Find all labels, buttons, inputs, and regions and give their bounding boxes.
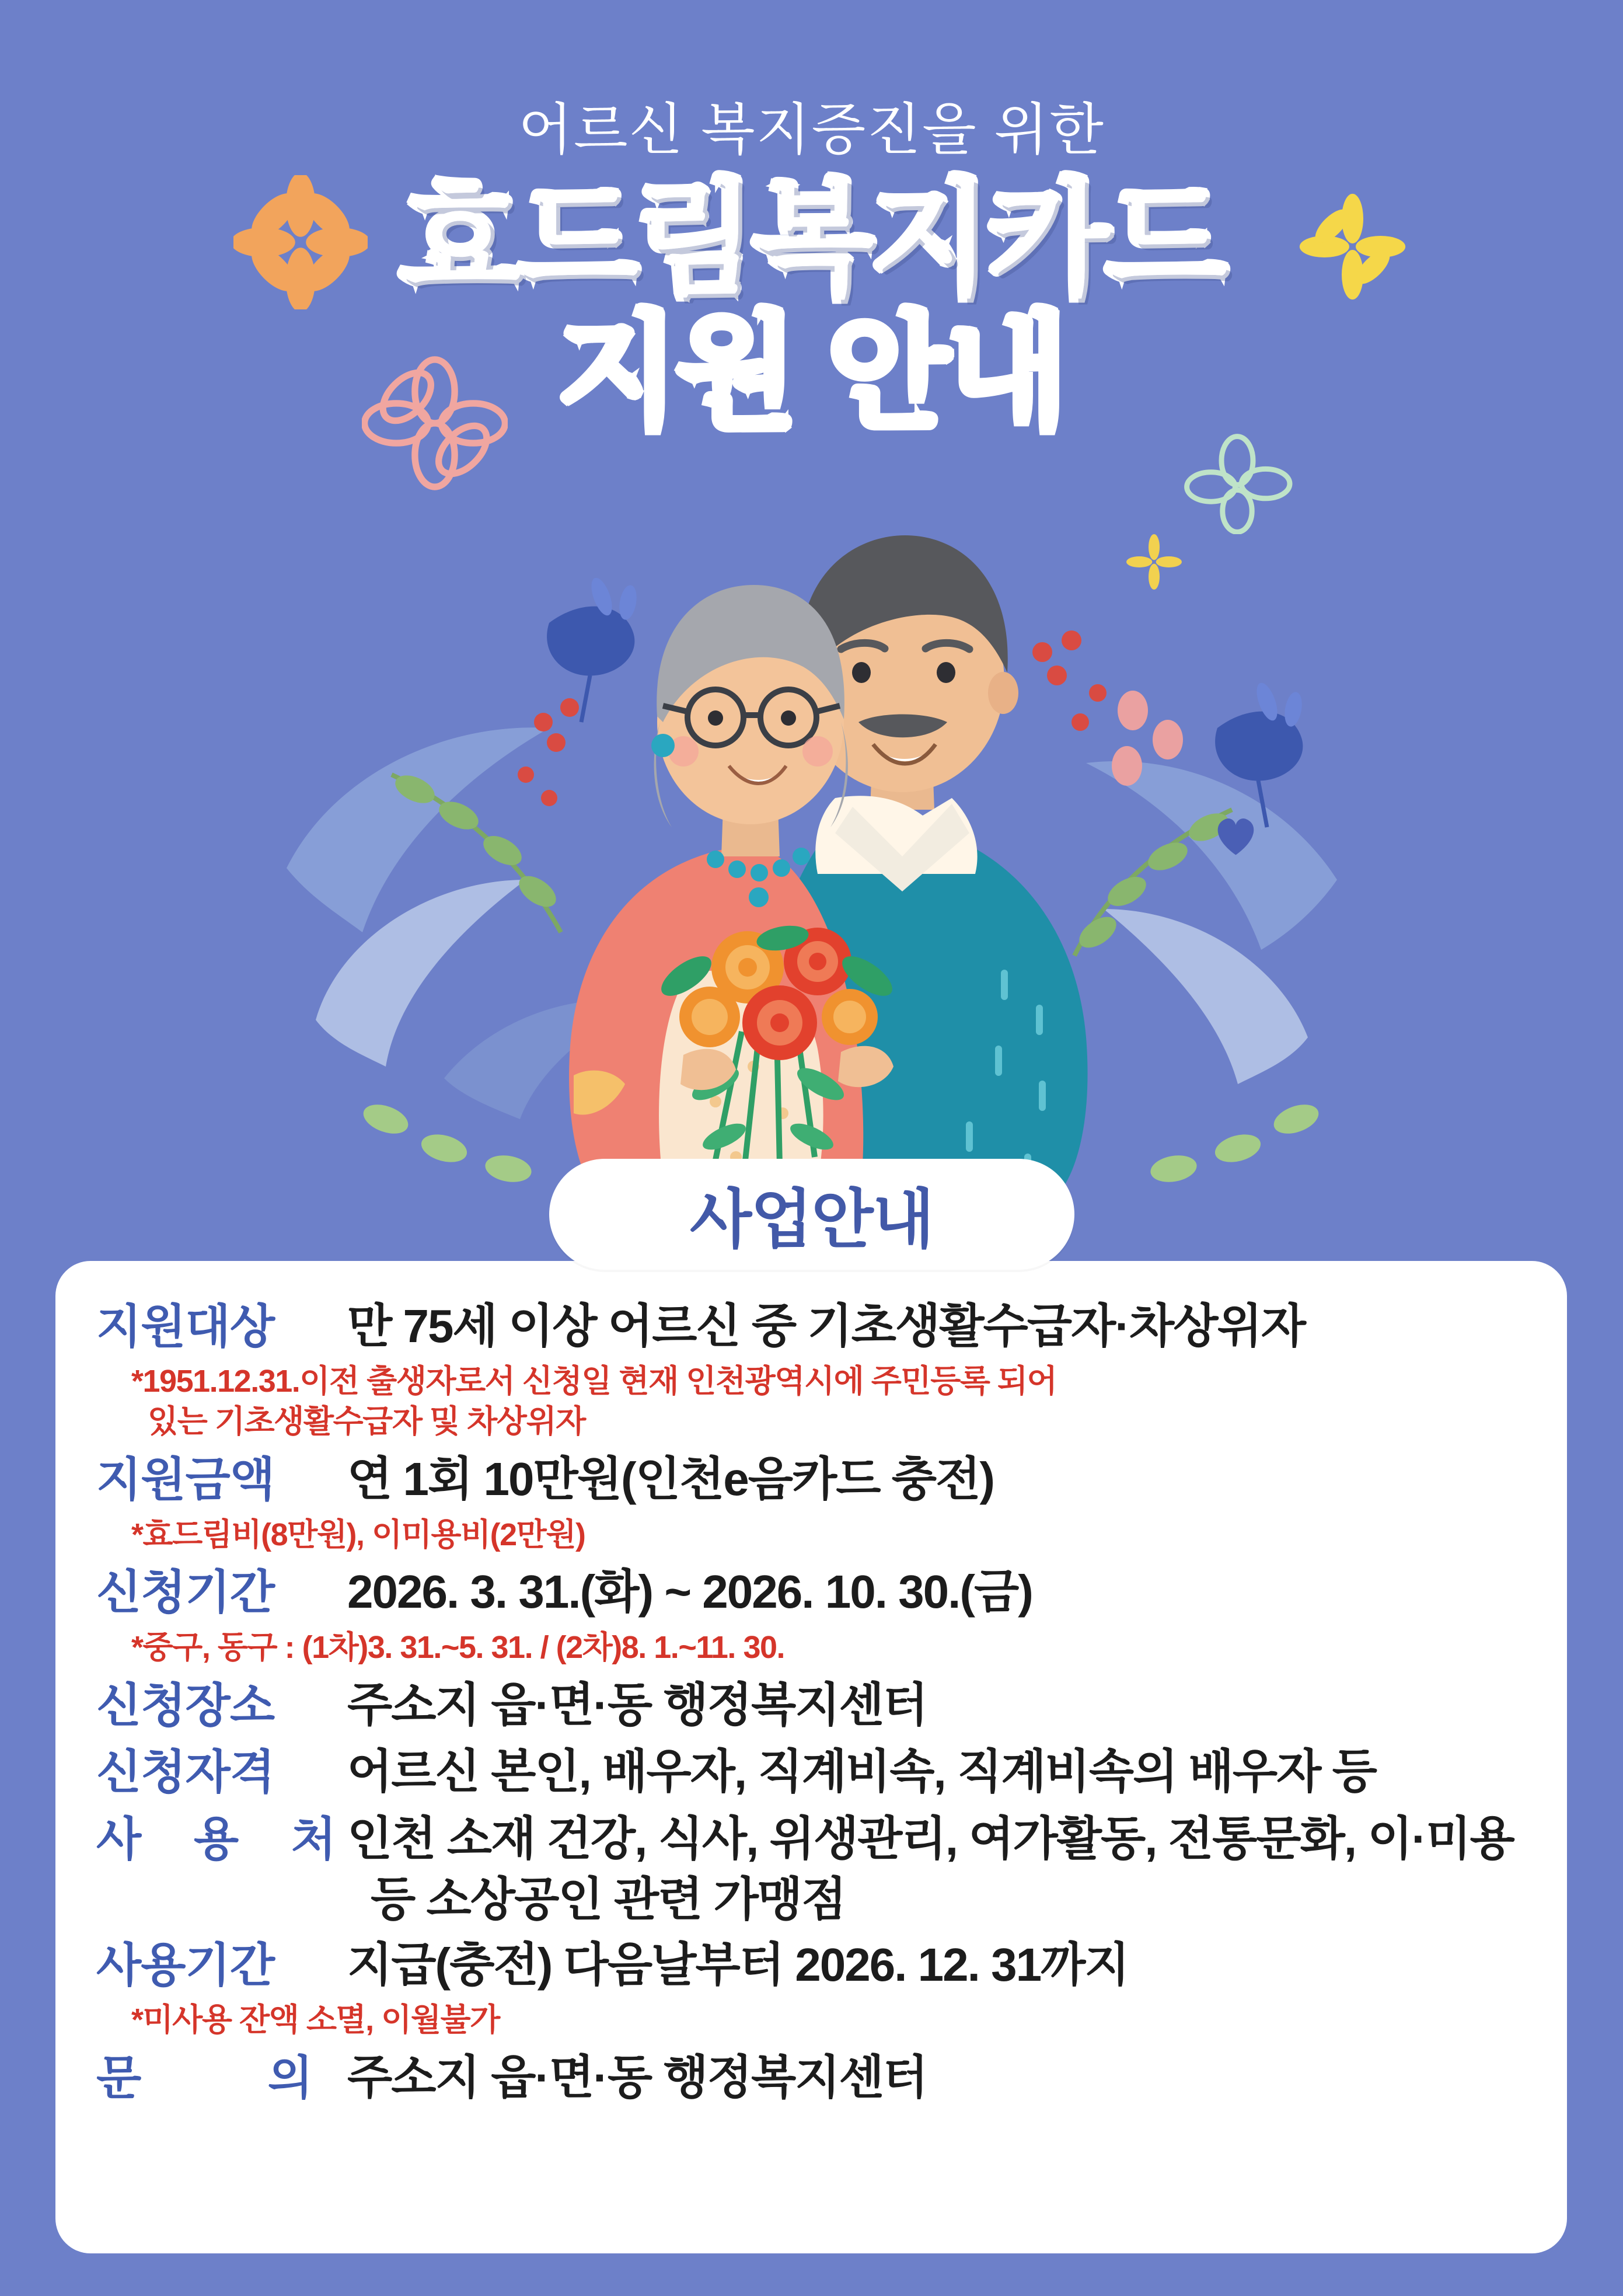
info-value: 주소지 읍·면·동 행정복지센터 (347, 1678, 927, 1731)
info-row-eligibility (96, 1741, 1526, 1802)
section-pill-label: 사업안내 (689, 1184, 934, 1256)
info-value-line1: 인천 소재 건강, 식사, 위생관리, 여가활동, 전통문화, 이·미용 (347, 1812, 1514, 1865)
info-label-char: 의 (267, 2051, 312, 2104)
poster-header (0, 0, 1623, 442)
info-label (96, 2047, 347, 2108)
info-label: 신청장소 (96, 1679, 275, 1731)
info-label-char: 처 (291, 1813, 336, 1865)
info-note: *미사용 잔액 소멸, 이월불가 (131, 2002, 500, 2037)
info-value (347, 1809, 1526, 1930)
info-row-inquiry (96, 2047, 1526, 2108)
info-label-char: 용 (193, 1813, 239, 1865)
section-pill (549, 1159, 1074, 1270)
info-label: 지원대상 (96, 1301, 275, 1353)
info-value: 만 75세 이상 어르신 중 기초생활수급자·차상위자 (347, 1300, 1306, 1352)
info-rows (96, 1296, 1526, 2108)
info-note: 있는 기초생활수급자 및 차상위자 (148, 1404, 585, 1440)
info-label: 신청자격 (96, 1746, 275, 1799)
poster-title-line1: 효드림복지카드 (399, 169, 1224, 310)
info-row-usage-place (96, 1809, 1526, 1930)
info-card (55, 1261, 1567, 2253)
info-value: 연 1회 10만원(인천e음카드 충전) (347, 1453, 994, 1506)
info-value-line2: 등 소상공인 관련 가맹점 (371, 1873, 846, 1925)
info-row-support-amount (96, 1449, 1526, 1510)
info-note: *효드림비(8만원), 이미용비(2만원) (131, 1517, 585, 1552)
couple-figures (569, 535, 1088, 1201)
info-label-char: 사 (96, 1813, 141, 1865)
info-value: 주소지 읍·면·동 행정복지센터 (347, 2051, 927, 2103)
info-note: *중구, 동구 : (1차)3. 31.~5. 31. / (2차)8. 1.~11. 30. (131, 1629, 785, 1665)
info-row-usage-period (96, 1935, 1526, 1995)
info-label (96, 1809, 347, 1869)
info-note: *1951.12.31.이전 출생자로서 신청일 현재 인천광역시에 주민등록 되어 (131, 1364, 1057, 1399)
info-row-application-period (96, 1562, 1526, 1622)
info-label-char: 문 (96, 2051, 141, 2104)
couple-illustration (0, 448, 1623, 1201)
info-label: 사용기간 (96, 1939, 275, 1991)
info-row-support-target (96, 1296, 1526, 1357)
poster-eyebrow: 어르신 복지증진을 위한 (518, 99, 1105, 161)
poster-title-line2: 지원 안내 (557, 302, 1066, 443)
info-row-application-place (96, 1675, 1526, 1736)
info-label: 지원금액 (96, 1454, 275, 1506)
info-value: 지급(충전) 다음날부터 2026. 12. 31까지 (347, 1938, 1129, 1991)
info-value: 어르신 본인, 배우자, 직계비속, 직계비속의 배우자 등 (347, 1745, 1376, 1798)
info-value: 2026. 3. 31.(화) ~ 2026. 10. 30.(금) (347, 1566, 1032, 1618)
info-label: 신청기간 (96, 1566, 275, 1619)
illustration-svg (141, 448, 1483, 1201)
